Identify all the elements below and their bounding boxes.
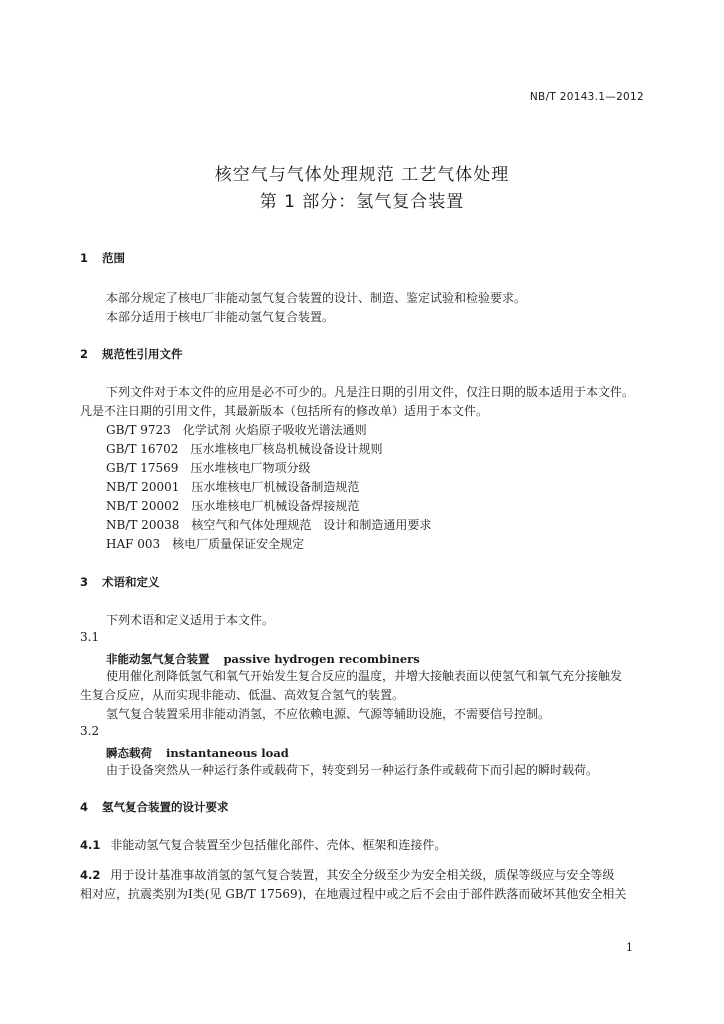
reference-item: GB/T 9723 化学试剂 火焰原子吸收光谱法通则: [106, 423, 367, 437]
term-3-1-cn: 非能动氢气复合装置: [106, 652, 210, 666]
term-3-2-en: instantaneous load: [166, 746, 289, 760]
section-3-intro: 下列术语和定义适用于本文件。: [106, 613, 275, 627]
term-3-2-number: 3.2: [80, 724, 100, 738]
section-1-para-2: 本部分适用于核电厂非能动氢气复合装置。: [106, 310, 335, 324]
term-3-2-cn: 瞬态载荷: [106, 746, 152, 760]
term-3-1-def-line-1: 使用催化剂降低氢气和氧气开始发生复合反应的温度，并增大接触表面以使氢气和氧气充分接触发: [106, 669, 623, 683]
term-3-2-heading: [106, 742, 289, 761]
section-4-number: 4: [80, 800, 89, 814]
section-2-intro-line-2: 凡是不注日期的引用文件，其最新版本（包括所有的修改单）适用于本文件。: [80, 404, 489, 418]
section-4-title: 氢气复合装置的设计要求: [102, 800, 229, 814]
reference-item: GB/T 16702 压水堆核电厂核岛机械设备设计规则: [106, 442, 383, 456]
clause-4-2-text: 用于设计基准事故消氢的氢气复合装置，其安全分级至少为安全相关级，质保等级应与安全等级: [110, 868, 615, 882]
title-line-2: 第 1 部分：氢气复合装置: [259, 192, 465, 212]
clause-4-1: [80, 836, 446, 853]
reference-item: NB/T 20038 核空气和气体处理规范 设计和制造通用要求: [106, 518, 432, 532]
section-1-para-1: 本部分规定了核电厂非能动氢气复合装置的设计、制造、鉴定试验和检验要求。: [106, 291, 527, 305]
clause-4-2-line-2: 相对应，抗震类别为Ⅰ类(见 GB/T 17569)，在地震过程中或之后不会由于部件跌落而破坏其他安全相关: [80, 887, 627, 901]
clause-4-2-number: 4.2: [80, 868, 101, 882]
section-1-heading: [80, 250, 125, 266]
reference-item: NB/T 20002 压水堆核电厂机械设备焊接规范: [106, 499, 360, 513]
standard-number: NB/T 20143.1—2012: [529, 91, 644, 103]
reference-item: NB/T 20001 压水堆核电厂机械设备制造规范: [106, 480, 360, 494]
page-number: 1: [626, 941, 633, 954]
reference-item: HAF 003 核电厂质量保证安全规定: [106, 537, 305, 551]
section-1-number: 1: [80, 251, 89, 265]
section-3-heading: [80, 574, 160, 590]
term-3-1-def-line-3: 氢气复合装置采用非能动消氢，不应依赖电源、气源等辅助设施，不需要信号控制。: [106, 707, 551, 721]
clause-4-1-number: 4.1: [80, 838, 101, 852]
section-2-number: 2: [80, 347, 89, 361]
term-3-1-def-line-2: 生复合反应，从而实现非能动、低温、高效复合氢气的装置。: [80, 688, 405, 702]
term-3-1-number: 3.1: [80, 630, 100, 644]
clause-4-2-line-1: [80, 866, 614, 883]
reference-item: GB/T 17569 压水堆核电厂物项分级: [106, 461, 311, 475]
term-3-2-def-line-1: 由于设备突然从一种运行条件或载荷下，转变到另一种运行条件或载荷下而引起的瞬时载荷。: [106, 763, 599, 777]
section-4-heading: [80, 799, 229, 815]
section-3-number: 3: [80, 575, 89, 589]
term-3-1-en: passive hydrogen recombiners: [223, 652, 420, 666]
section-2-heading: [80, 346, 183, 362]
section-1-title: 范围: [102, 251, 125, 265]
section-3-title: 术语和定义: [102, 575, 160, 589]
term-3-1-heading: [106, 648, 420, 667]
section-2-title: 规范性引用文件: [102, 347, 183, 361]
section-2-intro-line-1: 下列文件对于本文件的应用是必不可少的。凡是注日期的引用文件，仅注日期的版本适用于本文件。: [106, 385, 635, 399]
clause-4-1-text: 非能动氢气复合装置至少包括催化部件、壳体、框架和连接件。: [110, 838, 447, 852]
title-line-1: 核空气与气体处理规范 工艺气体处理: [214, 165, 510, 185]
